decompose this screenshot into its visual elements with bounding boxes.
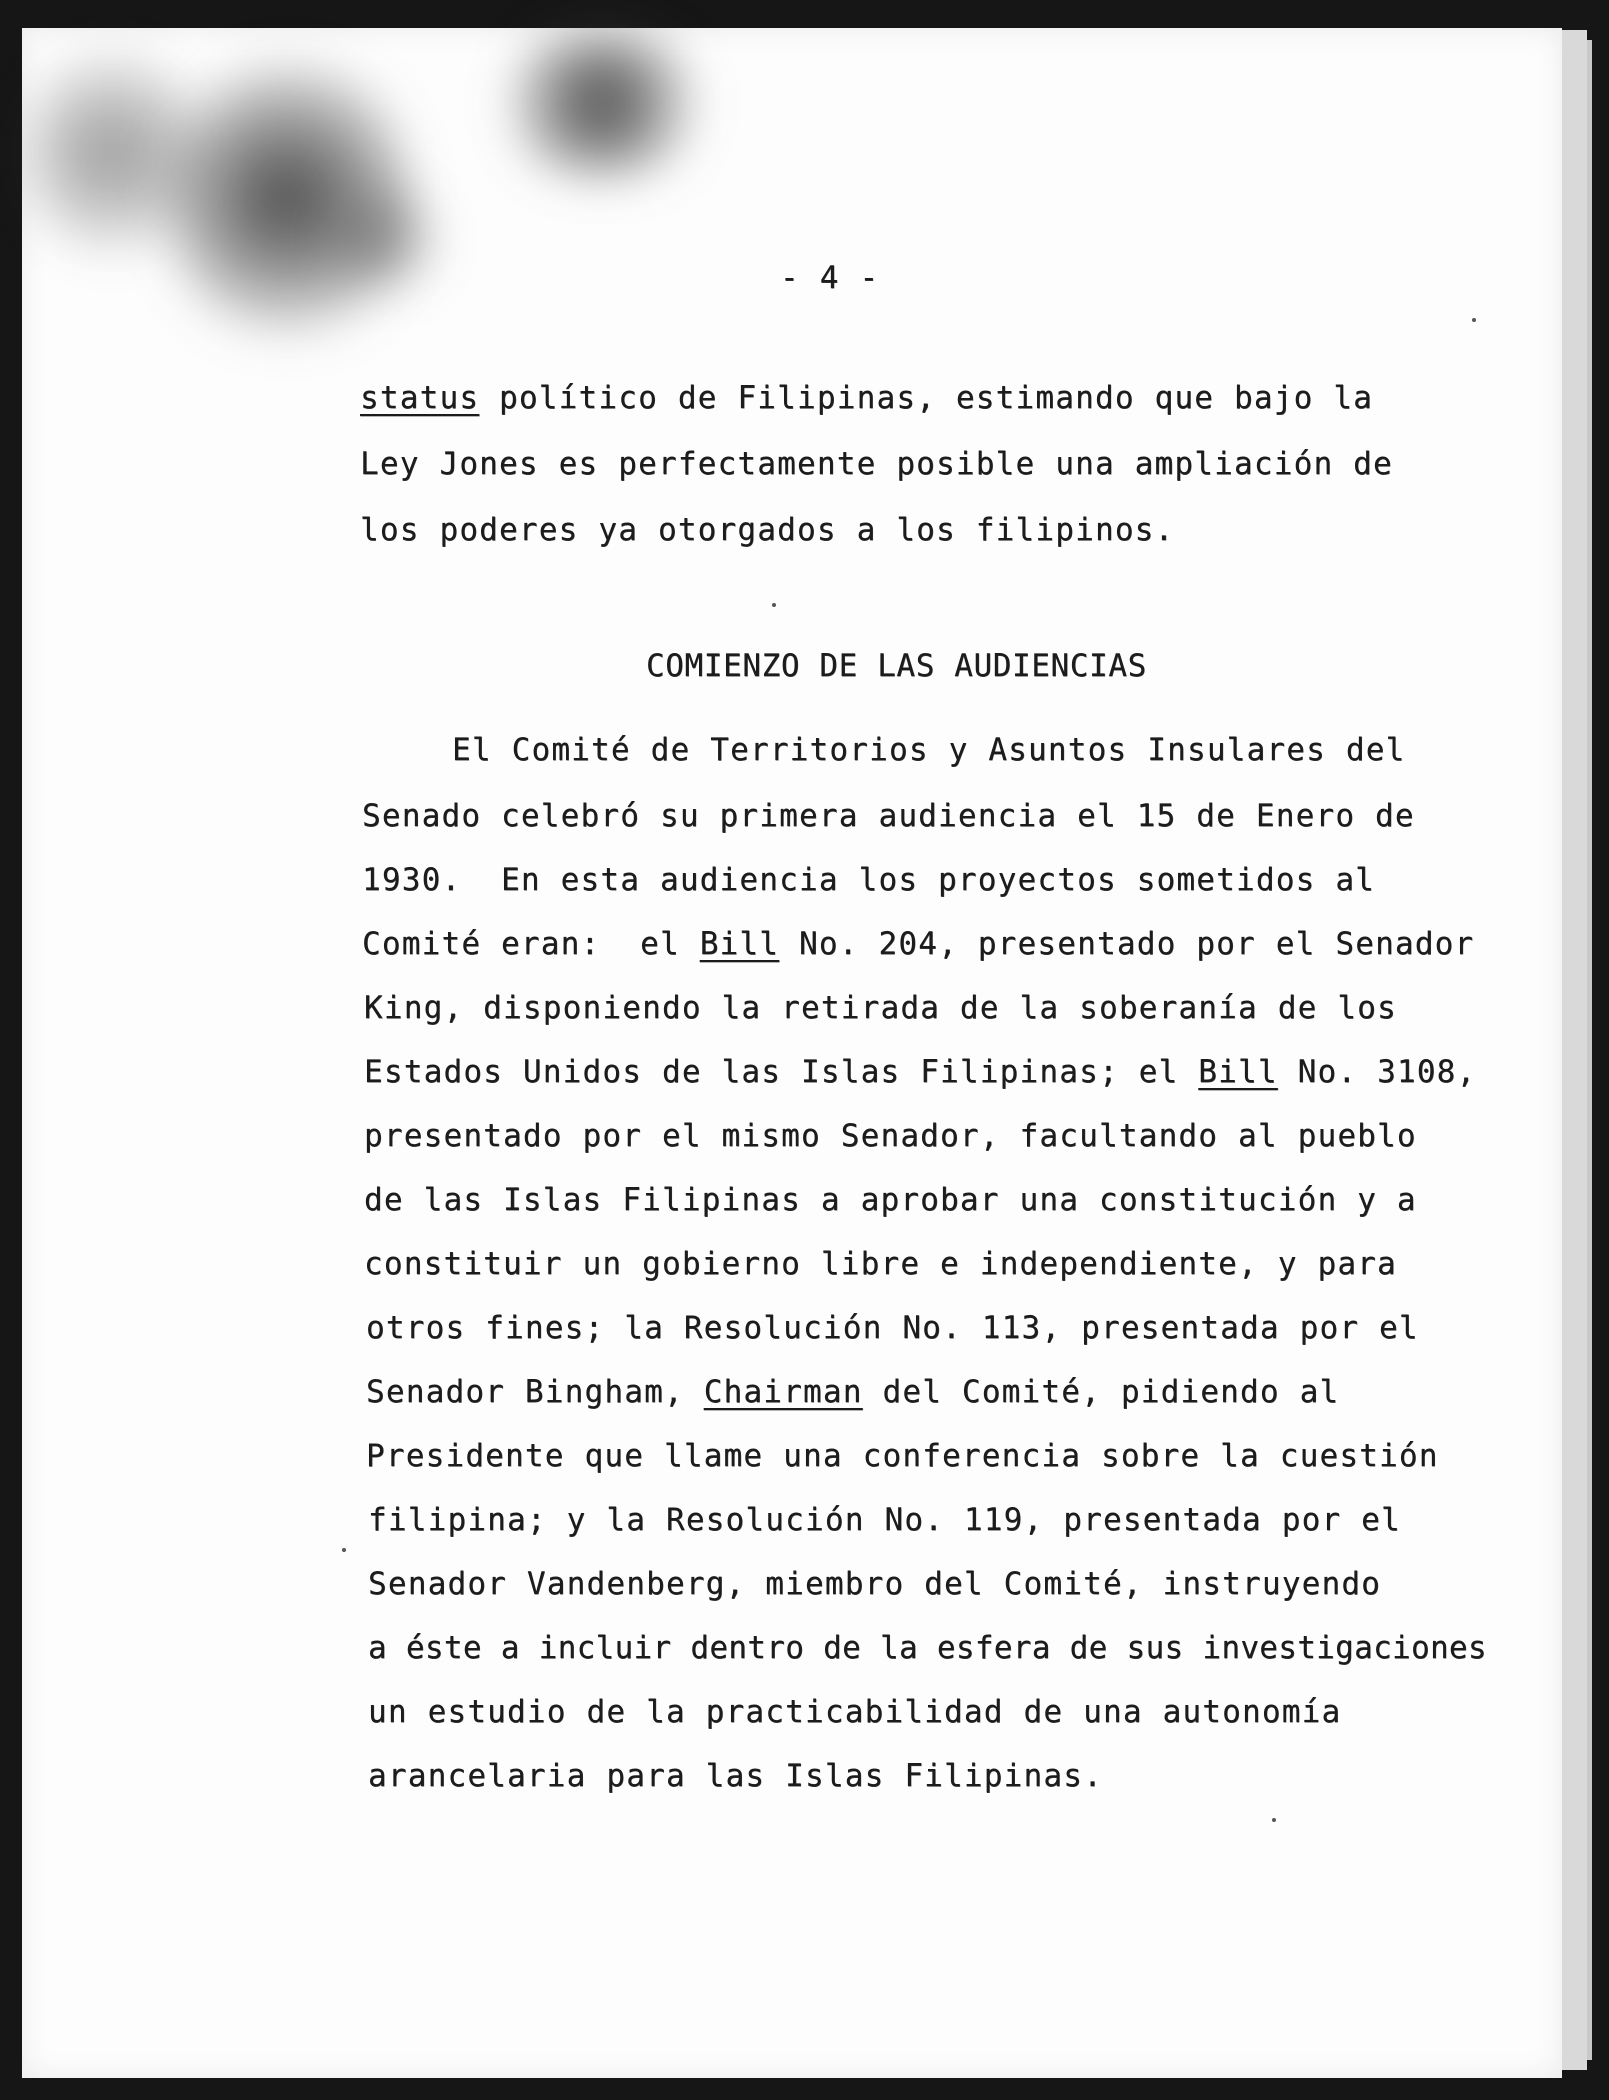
paragraph-line-11-after: del Comité, pidiendo al (862, 1374, 1340, 1410)
paragraph-line-14: Senador Vandenberg, miembro del Comité, instruyendo (368, 1566, 1382, 1602)
paragraph-line-8: de las Islas Filipinas a aprobar una constitución y a (364, 1182, 1417, 1218)
paragraph-line-15: a éste a incluir dentro de la esfera de sus investigaciones (368, 1630, 1487, 1666)
intro-line-2: Ley Jones es perfectamente posible una ampliación de (360, 446, 1393, 482)
paragraph-line-11 (366, 1374, 1339, 1410)
paragraph-line-5: King, disponiendo la retirada de la soberanía de los (364, 990, 1397, 1026)
paragraph-line-3: 1930. En esta audiencia los proyectos sometidos al (362, 862, 1376, 898)
ink-smudge (322, 178, 442, 298)
paragraph-line-4-after: No. 204, presentado por el Senador (779, 926, 1475, 962)
intro-line-3: los poderes ya otorgados a los filipinos. (360, 512, 1175, 548)
paragraph-line-4 (362, 926, 1474, 962)
paragraph-line-16: un estudio de la practicabilidad de una autonomía (368, 1694, 1342, 1730)
intro-line-1-rest: político de Filipinas, estimando que bajo la (479, 380, 1374, 416)
paper-speck (1472, 318, 1476, 322)
paragraph-line-1: El Comité de Territorios y Asuntos Insulares del (452, 732, 1406, 768)
underlined-word-status: status (360, 380, 480, 416)
paragraph-line-6-after: No. 3108, (1277, 1054, 1477, 1090)
underlined-word-chairman: Chairman (703, 1374, 863, 1410)
paragraph-line-11-before: Senador Bingham, (366, 1374, 704, 1410)
paragraph-line-6 (364, 1054, 1476, 1090)
paragraph-line-9: constituir un gobierno libre e independiente, y para (364, 1246, 1397, 1282)
paper-speck (342, 1548, 346, 1552)
paragraph-line-6-before: Estados Unidos de las Islas Filipinas; el (364, 1054, 1199, 1090)
document-page (22, 28, 1562, 2078)
paragraph-line-12: Presidente que llame una conferencia sobre la cuestión (366, 1438, 1439, 1474)
paragraph-line-2: Senado celebró su primera audiencia el 15 de Enero de (362, 798, 1415, 834)
underlined-word-bill: Bill (699, 926, 780, 962)
page-number: - 4 - (780, 260, 880, 296)
paragraph-line-10: otros fines; la Resolución No. 113, presentada por el (366, 1310, 1419, 1346)
underlined-word-bill: Bill (1198, 1054, 1278, 1090)
paragraph-line-4-before: Comité eran: el (362, 926, 700, 962)
paper-speck (772, 603, 776, 607)
ink-smudge (492, 28, 712, 178)
intro-line-1 (360, 380, 1373, 416)
paragraph-line-17: arancelaria para las Islas Filipinas. (368, 1758, 1103, 1794)
section-heading: COMIENZO DE LAS AUDIENCIAS (646, 648, 1147, 684)
paper-speck (1272, 1818, 1276, 1822)
paragraph-line-7: presentado por el mismo Senador, facultando al pueblo (364, 1118, 1417, 1154)
paragraph-line-13: filipina; y la Resolución No. 119, presentada por el (368, 1502, 1401, 1538)
